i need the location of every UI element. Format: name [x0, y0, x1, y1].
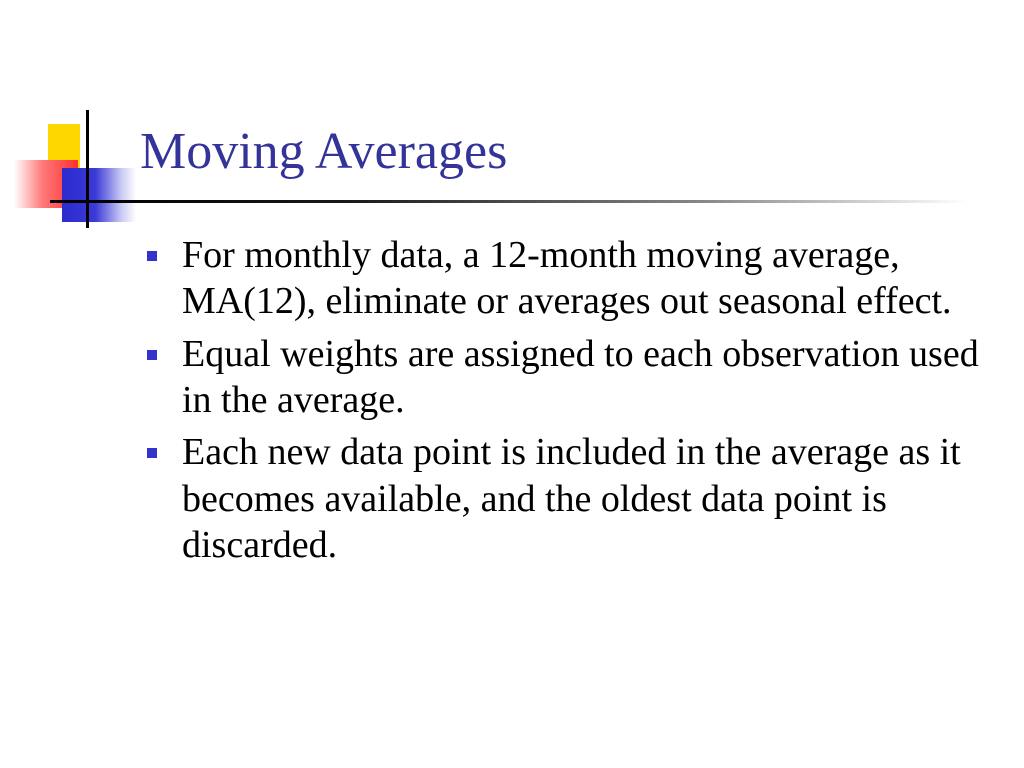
template-corner-decoration-icon — [0, 0, 140, 240]
bullet-text: Each new data point is included in the average as it becomes available, and the oldest data point is discarded. — [182, 431, 961, 567]
bullet-list — [140, 232, 1000, 575]
bullet-item — [140, 429, 1000, 568]
bullet-text: For monthly data, a 12-month moving average, MA(12), eliminate or averages out seasonal effect. — [182, 234, 952, 323]
title-underline — [88, 200, 968, 203]
blue-square-decoration — [62, 168, 136, 222]
bullet-item — [140, 331, 1000, 424]
square-bullet-icon — [147, 350, 157, 360]
square-bullet-icon — [147, 448, 157, 458]
square-bullet-icon — [147, 251, 157, 261]
bullet-text: Equal weights are assigned to each observation used in the average. — [182, 332, 979, 422]
vertical-line-decoration — [86, 110, 89, 228]
slide-title: Moving Averages — [140, 123, 508, 180]
bullet-item — [140, 232, 1000, 325]
